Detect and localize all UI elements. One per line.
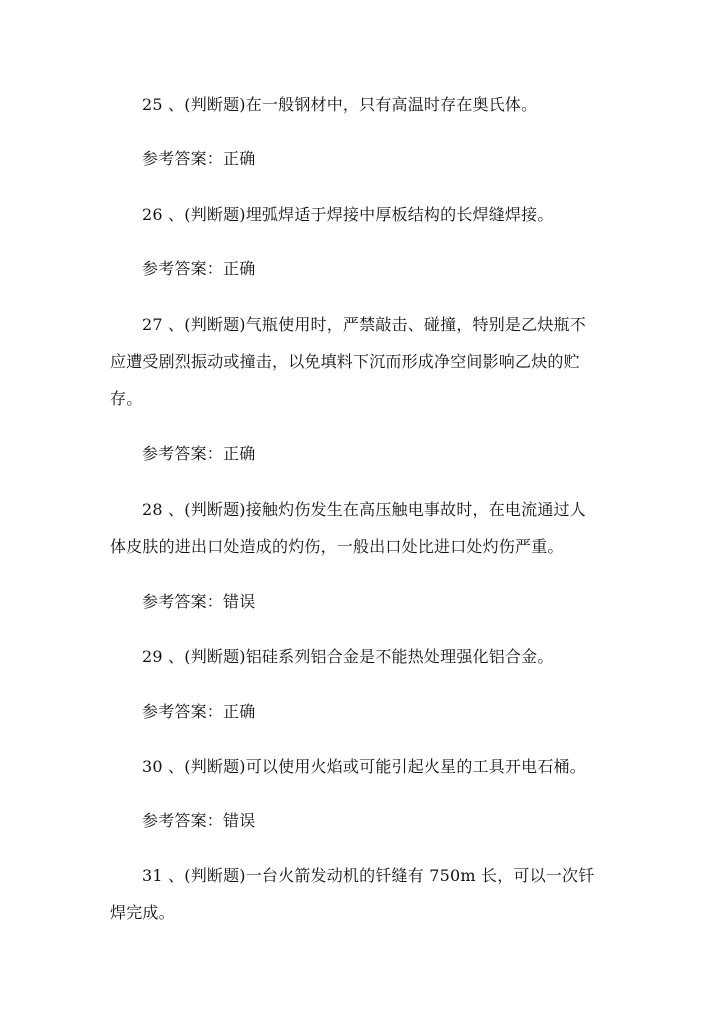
question-27-line-1: 27 、(判断题)气瓶使用时，严禁敲击、碰撞，特别是乙炔瓶不 — [142, 315, 586, 334]
question-30-line-1: 30 、(判断题)可以使用火焰或可能引起火星的工具开电石桶。 — [142, 757, 586, 776]
question-27-line-3: 存。 — [110, 389, 143, 408]
answer-30: 参考答案：错误 — [142, 811, 256, 830]
question-31-line-1: 31 、(判断题)一台火箭发动机的钎缝有 750m 长，可以一次钎 — [142, 866, 595, 885]
question-27-line-2: 应遭受剧烈振动或撞击，以免填料下沉而形成净空间影响乙炔的贮 — [110, 352, 580, 371]
answer-26: 参考答案：正确 — [142, 259, 256, 278]
question-25-line-1: 25 、(判断题)在一般钢材中，只有高温时存在奥氏体。 — [142, 95, 538, 114]
answer-29: 参考答案：正确 — [142, 702, 256, 721]
question-28-line-1: 28 、(判断题)接触灼伤发生在高压触电事故时，在电流通过人 — [142, 500, 586, 519]
answer-27: 参考答案：正确 — [142, 444, 256, 463]
answer-25: 参考答案：正确 — [142, 149, 256, 168]
question-29-line-1: 29 、(判断题)铝硅系列铝合金是不能热处理强化铝合金。 — [142, 647, 554, 666]
question-26-line-1: 26 、(判断题)埋弧焊适于焊接中厚板结构的长焊缝焊接。 — [142, 205, 554, 224]
question-28-line-2: 体皮肤的进出口处造成的灼伤，一般出口处比进口处灼伤严重。 — [110, 537, 564, 556]
answer-28: 参考答案：错误 — [142, 592, 256, 611]
question-31-line-2: 焊完成。 — [110, 903, 175, 922]
